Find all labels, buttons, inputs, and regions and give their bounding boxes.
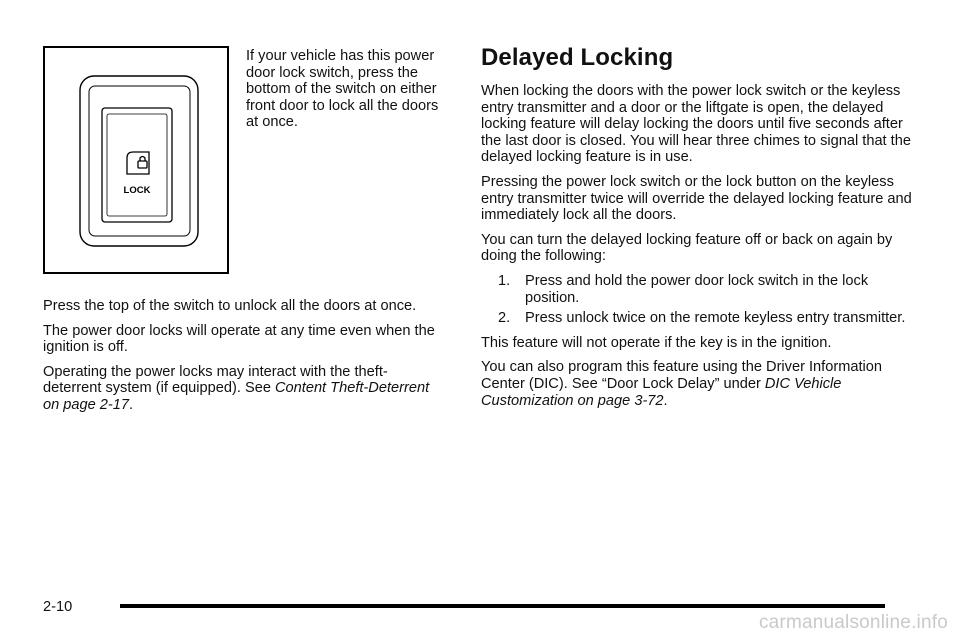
page-number: 2-10 [43,599,73,615]
delayed-paragraph-5 [481,359,921,409]
intro-text: If your vehicle has this power door lock switch, press the bottom of the switch on either front door to lock all the doors at once. [246,48,439,131]
dic-end: . [663,392,668,409]
delayed-paragraph-1: When locking the doors with the power lock switch or the keyless entry transmitter and a door or the liftgate is open, the delayed locking feature will delay locking the doors until five seconds after the last door is closed. You will hear three chimes to signal that the delayed locking feature is in use. [481,83,911,166]
step-text: Press and hold the power door lock switch in the lock position. [525,272,869,306]
list-item [481,273,921,306]
step-number: 2. [498,310,511,327]
delayed-paragraph-2: Pressing the power lock switch or the lock button on the keyless entry transmitter twice will override the delayed locking feature and immediately lock all the doors. [481,173,912,224]
delayed-paragraph-4: This feature will not operate if the key is in the ignition. [481,334,832,351]
step-number: 1. [498,272,511,289]
door-lock-icon [127,152,149,174]
watermark: carmanualsonline.info [758,612,948,633]
anytime-paragraph: The power door locks will operate at any time even when the ignition is off. [43,322,435,356]
step-text: Press unlock twice on the remote keyless entry transmitter. [525,310,906,327]
steps-list [481,273,921,327]
theft-paragraph [43,364,443,414]
lock-switch-label: LOCK [123,185,151,196]
unlock-paragraph: Press the top of the switch to unlock all the doors at once. [43,298,417,314]
delayed-paragraph-3: You can turn the delayed locking feature off or back on again by doing the following: [481,231,893,265]
theft-reference-link[interactable]: Content Theft-Deterrent on page 2-17 [43,380,430,413]
footer-rule [120,604,885,608]
theft-text: Operating the power locks may interact with the theft-deterrent system (if equipped). See [43,363,388,397]
dic-reference-link[interactable]: DIC Vehicle Customization on page 3-72 [481,375,842,409]
list-item [481,310,921,327]
theft-end: . [129,396,134,413]
section-heading: Delayed Locking [481,44,674,71]
lock-switch-illustration [43,46,229,274]
left-column [43,298,443,422]
lock-switch-drawing [45,48,227,272]
dic-text: You can also program this feature using the Driver Information Center (DIC). See “Door Lock Delay” under [481,359,882,392]
right-column [481,44,921,417]
